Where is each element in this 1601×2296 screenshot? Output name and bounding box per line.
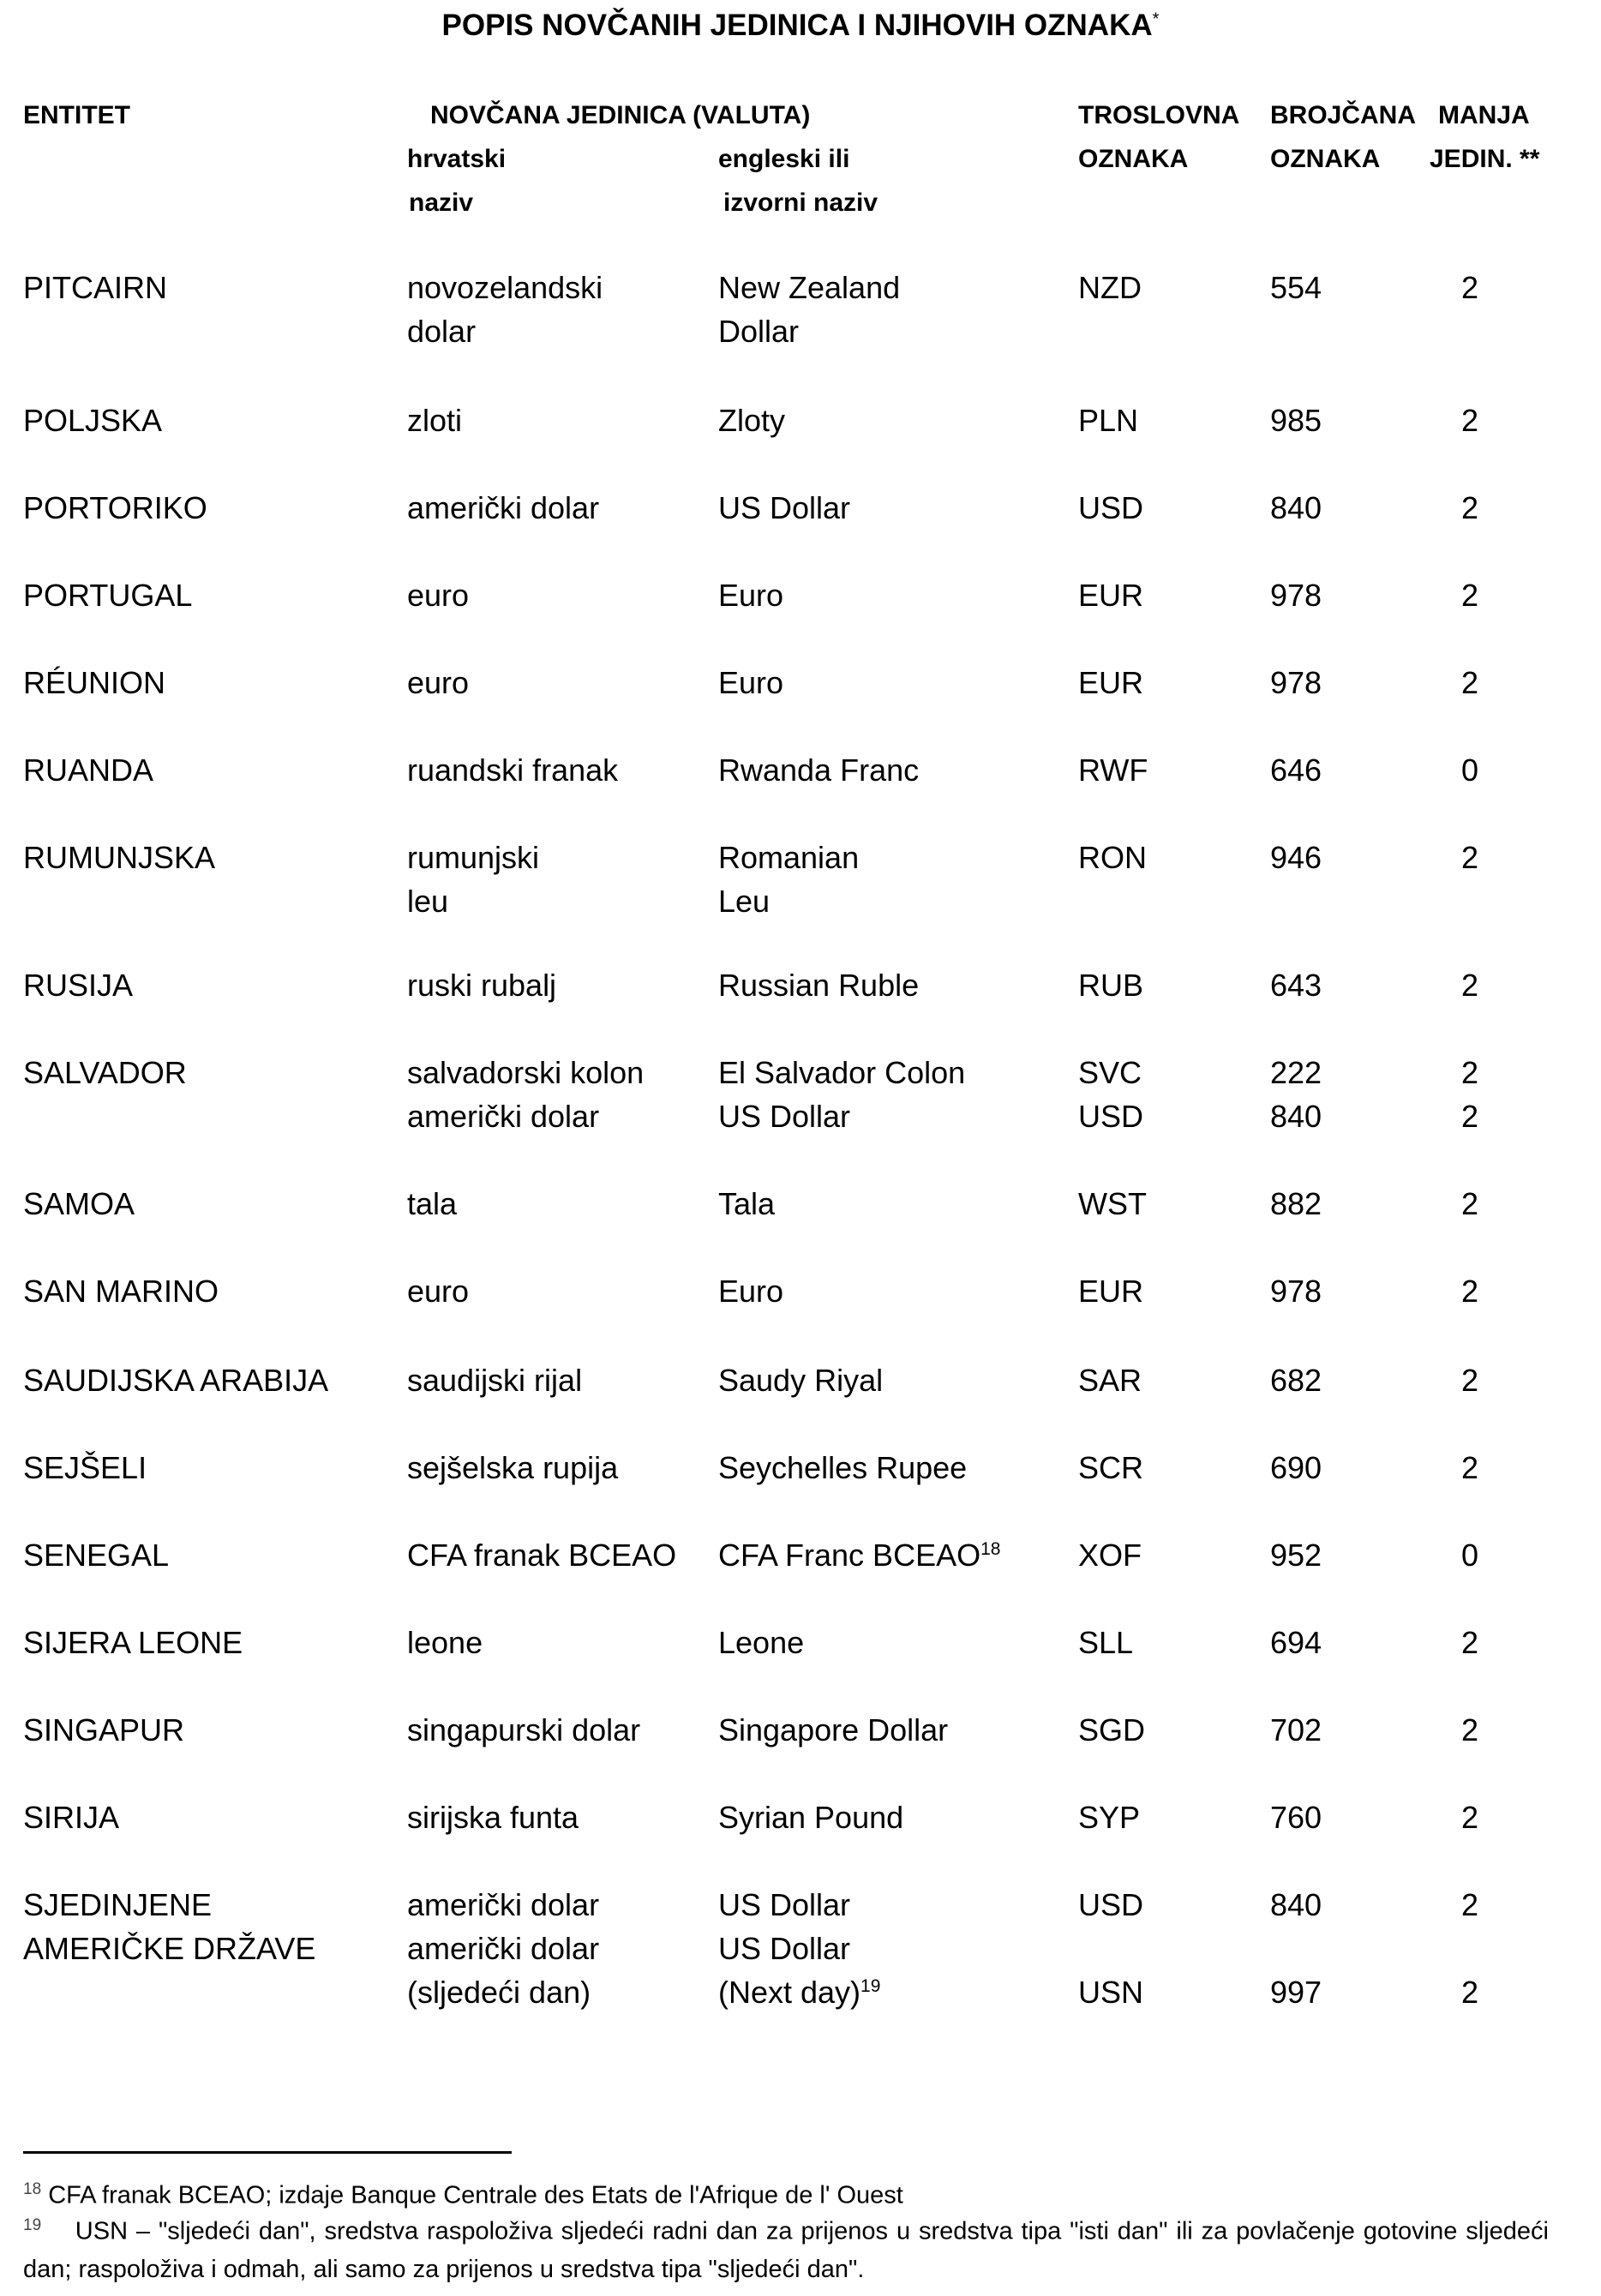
- cell-line: Russian Ruble: [718, 968, 920, 1003]
- cell-line: 2: [1461, 665, 1479, 700]
- cell-line: 690: [1270, 1450, 1322, 1485]
- cell-line: [1270, 1927, 1322, 1970]
- header-english-2: izvorni naziv: [723, 189, 878, 217]
- minor-unit-cell: [1461, 1182, 1478, 1226]
- entity-cell: [23, 748, 153, 792]
- entity-cell: [23, 963, 133, 1007]
- cell-line: 702: [1270, 1712, 1322, 1747]
- cell-line: sejšelska rupija: [407, 1450, 619, 1485]
- cell-line: RUMUNJSKA: [23, 840, 216, 875]
- entity-cell: [23, 1269, 219, 1313]
- alpha-code-cell: [1078, 266, 1142, 309]
- minor-unit-cell: [1461, 486, 1478, 530]
- cell-line: XOF: [1078, 1538, 1142, 1573]
- cell-line: EUR: [1078, 665, 1144, 700]
- cell-line: zloti: [407, 403, 463, 438]
- english-name-cell: [718, 1621, 804, 1664]
- english-name-cell: [718, 1446, 967, 1490]
- entity-cell: [23, 1358, 328, 1402]
- cell-line: USD: [1078, 1099, 1144, 1134]
- cell-line: 840: [1270, 1887, 1322, 1922]
- footnote-text: USN – "sljedeći dan", sredstva raspoloživa sljedeći radni dan za prijenos u sredstva tipa "isti dan" ili za povlačenje gotovine sljedeći dan; raspoloživa i odmah, ali samo za prijenos u sredstva tipa "sljedeći dan".: [23, 2217, 1549, 2283]
- minor-unit-cell: [1461, 1621, 1478, 1664]
- cell-line: američki dolar: [407, 1099, 600, 1134]
- numeric-code-cell: [1270, 1446, 1322, 1490]
- header-croatian: hrvatski: [407, 145, 507, 173]
- cell-line: Syrian Pound: [718, 1800, 904, 1835]
- croatian-name-cell: [407, 266, 603, 353]
- alpha-code-cell: [1078, 963, 1143, 1007]
- numeric-code-cell: [1270, 1358, 1322, 1402]
- croatian-name-cell: [407, 1883, 599, 2014]
- entity-cell: [23, 399, 162, 442]
- english-name-cell: [718, 266, 900, 353]
- entity-cell: [23, 661, 165, 704]
- cell-line: 694: [1270, 1625, 1322, 1660]
- numeric-code-cell: [1270, 266, 1322, 309]
- cell-line: SINGAPUR: [23, 1712, 185, 1747]
- numeric-code-cell: [1270, 1051, 1322, 1138]
- cell-line: Singapore Dollar: [718, 1712, 949, 1747]
- numeric-code-cell: [1270, 963, 1322, 1007]
- cell-line: SIRIJA: [23, 1800, 120, 1835]
- header-minor: MANJA: [1438, 101, 1530, 129]
- cell-line: SJEDINJENE: [23, 1887, 213, 1922]
- cell-line: 2: [1461, 270, 1479, 305]
- footnote-text: CFA franak BCEAO; izdaje Banque Centrale des Etats de l'Afrique de l' Ouest: [48, 2181, 903, 2209]
- cell-line: 2: [1461, 1363, 1479, 1398]
- cell-line: Euro: [718, 578, 784, 613]
- cell-line: RON: [1078, 840, 1147, 875]
- numeric-code-cell: [1270, 1269, 1322, 1313]
- cell-line: Dollar: [718, 314, 800, 349]
- cell-line: SCR: [1078, 1450, 1144, 1485]
- entity-cell: [23, 1708, 184, 1752]
- entity-cell: [23, 1883, 315, 1970]
- cell-line: 0: [1461, 1538, 1479, 1573]
- entity-cell: [23, 1182, 135, 1226]
- cell-line: RUSIJA: [23, 968, 134, 1003]
- cell-line: Euro: [718, 665, 784, 700]
- cell-line: US Dollar: [718, 490, 851, 525]
- alpha-code-cell: [1078, 748, 1148, 792]
- minor-unit-cell: [1461, 1533, 1478, 1577]
- alpha-code-cell: [1078, 1358, 1142, 1402]
- cell-line: SYP: [1078, 1800, 1141, 1835]
- cell-line: SLL: [1078, 1625, 1134, 1660]
- cell-line: leone: [407, 1625, 483, 1660]
- cell-line: US Dollar: [718, 1931, 851, 1966]
- croatian-name-cell: [407, 748, 618, 792]
- cell-line: CFA franak BCEAO: [407, 1538, 677, 1573]
- cell-line: New Zealand: [718, 270, 901, 305]
- cell-line: euro: [407, 665, 470, 700]
- cell-line: američki dolar: [407, 1931, 600, 1966]
- numeric-code-cell: [1270, 1708, 1322, 1752]
- cell-line: singapurski dolar: [407, 1712, 641, 1747]
- footnote-19: [23, 2207, 1549, 2288]
- entity-cell: [23, 573, 192, 617]
- cell-line: SALVADOR: [23, 1055, 187, 1090]
- minor-unit-cell: [1461, 1358, 1478, 1402]
- cell-line: novozelandski: [407, 270, 603, 305]
- cell-line: Saudy Riyal: [718, 1363, 884, 1398]
- cell-line: 946: [1270, 840, 1322, 875]
- minor-unit-cell: [1461, 1883, 1478, 2014]
- cell-line: 997: [1270, 1975, 1322, 2010]
- alpha-code-cell: [1078, 1708, 1145, 1752]
- footnote-ref: 18: [980, 1539, 1001, 1559]
- cell-line: 682: [1270, 1363, 1322, 1398]
- croatian-name-cell: [407, 1358, 582, 1402]
- cell-line: [1078, 1927, 1143, 1970]
- alpha-code-cell: [1078, 1182, 1147, 1226]
- cell-line: Leone: [718, 1625, 805, 1660]
- cell-line: Leu: [718, 884, 771, 919]
- cell-line: 978: [1270, 665, 1322, 700]
- title-text: POPIS NOVČANIH JEDINICA I NJIHOVIH OZNAKA: [441, 9, 1153, 42]
- english-name-cell: [718, 1795, 903, 1839]
- cell-line: WST: [1078, 1186, 1147, 1221]
- cell-line: rumunjski: [407, 840, 540, 875]
- english-name-cell: [718, 748, 919, 792]
- cell-line: Rwanda Franc: [718, 752, 920, 788]
- cell-line: RÉUNION: [23, 665, 166, 700]
- english-name-cell: [718, 1533, 1000, 1577]
- footnote-divider: [23, 2151, 512, 2154]
- minor-unit-cell: [1461, 1269, 1478, 1313]
- minor-unit-cell: [1461, 748, 1478, 792]
- minor-unit-cell: [1461, 399, 1478, 442]
- cell-line: Zloty: [718, 403, 786, 438]
- cell-line: [1461, 1927, 1478, 1970]
- croatian-name-cell: [407, 836, 539, 923]
- header-alpha: TROSLOVNA: [1078, 101, 1240, 129]
- footnote-mark: 18: [23, 2180, 42, 2198]
- cell-line: PORTUGAL: [23, 578, 193, 613]
- cell-line: saudijski rijal: [407, 1363, 583, 1398]
- cell-line: euro: [407, 578, 470, 613]
- cell-line: PLN: [1078, 403, 1139, 438]
- header-numeric: BROJČANA: [1270, 101, 1417, 129]
- entity-cell: [23, 1051, 187, 1094]
- cell-line: 2: [1461, 1887, 1479, 1922]
- cell-line: 2: [1461, 840, 1479, 875]
- croatian-name-cell: [407, 1708, 640, 1752]
- cell-line: ruski rubalj: [407, 968, 557, 1003]
- numeric-code-cell: [1270, 1182, 1322, 1226]
- cell-line: Romanian: [718, 840, 860, 875]
- croatian-name-cell: [407, 1269, 469, 1313]
- cell-line: 2: [1461, 1975, 1479, 2010]
- cell-line: američki dolar: [407, 490, 600, 525]
- minor-unit-cell: [1461, 1795, 1478, 1839]
- cell-line: ruandski franak: [407, 752, 619, 788]
- numeric-code-cell: [1270, 399, 1322, 442]
- cell-line: 760: [1270, 1800, 1322, 1835]
- cell-line: SENEGAL: [23, 1538, 170, 1573]
- english-name-cell: [718, 963, 919, 1007]
- cell-line: 840: [1270, 490, 1322, 525]
- cell-line: SAUDIJSKA ARABIJA: [23, 1363, 329, 1398]
- header-croatian-2: naziv: [409, 189, 474, 217]
- cell-line: 2: [1461, 490, 1479, 525]
- minor-unit-cell: [1461, 963, 1478, 1007]
- numeric-code-cell: [1270, 573, 1322, 617]
- cell-line: CFA Franc BCEAO$^{18}$: [718, 1538, 1001, 1573]
- english-name-cell: [718, 836, 859, 923]
- cell-line: salvadorski kolon: [407, 1055, 645, 1090]
- minor-unit-cell: [1461, 1708, 1478, 1752]
- numeric-code-cell: [1270, 1883, 1322, 2014]
- cell-line: 2: [1461, 1274, 1479, 1309]
- cell-line: Tala: [718, 1186, 776, 1221]
- croatian-name-cell: [407, 1446, 618, 1490]
- cell-line: SGD: [1078, 1712, 1146, 1747]
- cell-line: 643: [1270, 968, 1322, 1003]
- minor-unit-cell: [1461, 573, 1478, 617]
- header-english: engleski ili: [718, 145, 850, 173]
- alpha-code-cell: [1078, 1446, 1143, 1490]
- cell-line: 840: [1270, 1099, 1322, 1134]
- footnote-mark: 19: [23, 2216, 42, 2234]
- cell-line: PORTORIKO: [23, 490, 207, 525]
- cell-line: USD: [1078, 490, 1144, 525]
- cell-line: 2: [1461, 968, 1479, 1003]
- english-name-cell: [718, 1269, 783, 1313]
- cell-line: 978: [1270, 1274, 1322, 1309]
- cell-line: 2: [1461, 578, 1479, 613]
- entity-cell: [23, 486, 207, 530]
- cell-line: SVC: [1078, 1055, 1142, 1090]
- cell-line: (sljedeći dan): [407, 1975, 591, 2010]
- cell-line: 0: [1461, 752, 1479, 788]
- numeric-code-cell: [1270, 1795, 1322, 1839]
- footnote-ref: 19: [860, 1976, 881, 1996]
- numeric-code-cell: [1270, 836, 1322, 879]
- entity-cell: [23, 1446, 147, 1490]
- numeric-code-cell: [1270, 486, 1322, 530]
- numeric-code-cell: [1270, 1621, 1322, 1664]
- croatian-name-cell: [407, 1795, 579, 1839]
- cell-line: EUR: [1078, 578, 1144, 613]
- cell-line: USD: [1078, 1887, 1144, 1922]
- english-name-cell: [718, 1883, 880, 2014]
- english-name-cell: [718, 573, 783, 617]
- entity-cell: [23, 1795, 119, 1839]
- cell-line: USN: [1078, 1975, 1144, 2010]
- cell-line: US Dollar: [718, 1887, 851, 1922]
- croatian-name-cell: [407, 1621, 483, 1664]
- cell-line: leu: [407, 884, 449, 919]
- cell-line: 646: [1270, 752, 1322, 788]
- croatian-name-cell: [407, 1051, 644, 1138]
- cell-line: 978: [1270, 578, 1322, 613]
- header-entity: ENTITET: [23, 101, 130, 129]
- minor-unit-cell: [1461, 1051, 1478, 1138]
- cell-line: POLJSKA: [23, 403, 163, 438]
- alpha-code-cell: [1078, 573, 1143, 617]
- cell-line: SAMOA: [23, 1186, 135, 1221]
- alpha-code-cell: [1078, 1795, 1140, 1839]
- alpha-code-cell: [1078, 1533, 1142, 1577]
- numeric-code-cell: [1270, 661, 1322, 704]
- cell-line: američki dolar: [407, 1887, 600, 1922]
- croatian-name-cell: [407, 486, 599, 530]
- numeric-code-cell: [1270, 748, 1322, 792]
- cell-line: US Dollar: [718, 1099, 851, 1134]
- cell-line: 2: [1461, 1055, 1479, 1090]
- minor-unit-cell: [1461, 661, 1478, 704]
- numeric-code-cell: [1270, 1533, 1322, 1577]
- cell-line: 2: [1461, 1099, 1479, 1134]
- header-alpha-2: OZNAKA: [1078, 145, 1189, 173]
- entity-cell: [23, 1621, 243, 1664]
- alpha-code-cell: [1078, 486, 1143, 530]
- croatian-name-cell: [407, 963, 556, 1007]
- entity-cell: [23, 836, 215, 879]
- alpha-code-cell: [1078, 1269, 1143, 1313]
- english-name-cell: [718, 1708, 948, 1752]
- cell-line: 985: [1270, 403, 1322, 438]
- english-name-cell: [718, 399, 785, 442]
- title-footnote-mark: *: [1152, 9, 1160, 29]
- cell-line: SAR: [1078, 1363, 1142, 1398]
- cell-line: 2: [1461, 1450, 1479, 1485]
- minor-unit-cell: [1461, 1446, 1478, 1490]
- cell-line: (Next day)$^{19}$: [718, 1975, 881, 2010]
- cell-line: sirijska funta: [407, 1800, 579, 1835]
- cell-line: EUR: [1078, 1274, 1144, 1309]
- cell-line: euro: [407, 1274, 470, 1309]
- croatian-name-cell: [407, 573, 469, 617]
- croatian-name-cell: [407, 661, 469, 704]
- cell-line: 952: [1270, 1538, 1322, 1573]
- header-minor-2: JEDIN. **: [1430, 145, 1540, 173]
- english-name-cell: [718, 1051, 965, 1138]
- cell-line: tala: [407, 1186, 458, 1221]
- cell-line: RWF: [1078, 752, 1148, 788]
- page-title: [0, 9, 1601, 43]
- header-numeric-2: OZNAKA: [1270, 145, 1381, 173]
- cell-line: RUB: [1078, 968, 1144, 1003]
- alpha-code-cell: [1078, 399, 1138, 442]
- cell-line: 2: [1461, 1625, 1479, 1660]
- english-name-cell: [718, 1358, 883, 1402]
- alpha-code-cell: [1078, 661, 1143, 704]
- cell-line: NZD: [1078, 270, 1142, 305]
- cell-line: SIJERA LEONE: [23, 1625, 243, 1660]
- croatian-name-cell: [407, 1182, 457, 1226]
- cell-line: AMERIČKE DRŽAVE: [23, 1931, 316, 1966]
- entity-cell: [23, 266, 167, 309]
- english-name-cell: [718, 486, 850, 530]
- alpha-code-cell: [1078, 1051, 1143, 1138]
- croatian-name-cell: [407, 399, 462, 442]
- cell-line: 2: [1461, 1800, 1479, 1835]
- english-name-cell: [718, 1182, 775, 1226]
- cell-line: El Salvador Colon: [718, 1055, 966, 1090]
- cell-line: 882: [1270, 1186, 1322, 1221]
- croatian-name-cell: [407, 1533, 676, 1577]
- cell-line: Euro: [718, 1274, 784, 1309]
- cell-line: 2: [1461, 1186, 1479, 1221]
- minor-unit-cell: [1461, 836, 1478, 879]
- alpha-code-cell: [1078, 1621, 1133, 1664]
- cell-line: RUANDA: [23, 752, 154, 788]
- alpha-code-cell: [1078, 1883, 1143, 2014]
- cell-line: 2: [1461, 1712, 1479, 1747]
- cell-line: PITCAIRN: [23, 270, 168, 305]
- cell-line: 222: [1270, 1055, 1322, 1090]
- cell-line: Seychelles Rupee: [718, 1450, 968, 1485]
- cell-line: SEJŠELI: [23, 1450, 147, 1485]
- header-currency: NOVČANA JEDINICA (VALUTA): [430, 101, 811, 129]
- cell-line: SAN MARINO: [23, 1274, 219, 1309]
- cell-line: 2: [1461, 403, 1479, 438]
- english-name-cell: [718, 661, 783, 704]
- cell-line: dolar: [407, 314, 477, 349]
- minor-unit-cell: [1461, 266, 1478, 309]
- alpha-code-cell: [1078, 836, 1147, 879]
- entity-cell: [23, 1533, 169, 1577]
- cell-line: 554: [1270, 270, 1322, 305]
